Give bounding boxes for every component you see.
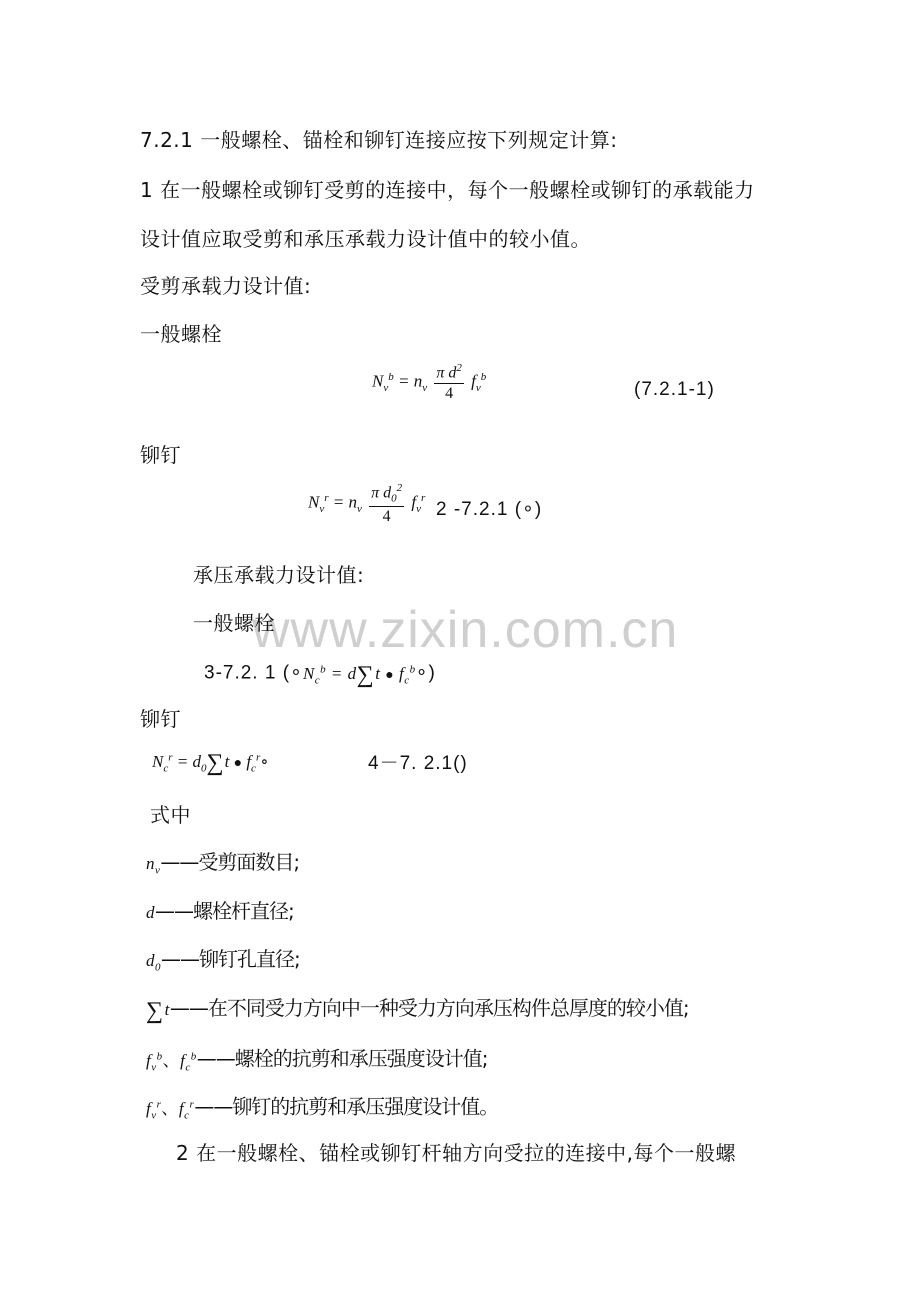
equation-label: 2 -7.2.1 (∘): [436, 499, 543, 520]
equation-label: 3-7.2. 1 (∘: [204, 662, 303, 684]
subheading: 承压承载力设计值:: [193, 563, 365, 587]
definition-nv: $n_v——$受剪面数目;: [146, 850, 300, 877]
paragraph-line: 1 在一般螺栓或铆钉受剪的连接中，每个一般螺栓或铆钉的承载能力: [140, 178, 755, 202]
equation-rivet-shear: $N_v^r = n_v$ $\frac{\pi d_0^2}{4}$ $f_v^r$: [308, 482, 426, 525]
watermark: www.zixin.com.cn: [252, 601, 679, 659]
equation-bolt-shear: $N_v^b = n_v$ $\frac{\pi d^2}{4}$ $f_v^b$: [372, 362, 487, 403]
definition-sum-t: ∑t——在不同受力方向中一种受力方向承压构件总厚度的较小值;: [146, 996, 689, 1024]
definition-d: d——螺栓杆直径;: [146, 899, 294, 923]
definition-fb: $f_v^b$、$f_c^b——$螺栓的抗剪和承压强度设计值;: [146, 1046, 488, 1074]
subheading: 铆钉: [140, 443, 181, 467]
subheading: 铆钉: [140, 707, 181, 731]
equation-label: (7.2.1-1): [634, 379, 715, 400]
subheading: 式中: [150, 803, 191, 827]
subheading: 一般螺栓: [193, 611, 275, 635]
paragraph-line: 设计值应取受剪和承压承载力设计值中的较小值。: [140, 227, 591, 251]
equation-label-end: ∘): [415, 662, 436, 684]
equation-rivet-bearing: $N_c^r = d_0\sum t$ ● $f_c^r\circ$: [152, 750, 269, 776]
equation-label: 4－7. 2.1(): [368, 753, 468, 774]
equation-body: $N_c^b = d\sum t$ ● $f_c^b$: [302, 661, 416, 688]
definition-d0: $d_0——$铆钉孔直径;: [146, 947, 300, 974]
definition-fr: $f_v^r$、$f_c^r——$铆钉的抗剪和承压强度设计值。: [146, 1094, 499, 1122]
section-heading: 7.2.1 一般螺栓、锚栓和铆钉连接应按下列规定计算:: [140, 128, 618, 152]
subheading: 一般螺栓: [140, 322, 222, 346]
paragraph-line: 2 在一般螺栓、锚栓或铆钉杆轴方向受拉的连接中,每个一般螺: [176, 1141, 736, 1165]
subheading: 受剪承载力设计值:: [140, 274, 312, 298]
equation-bolt-bearing: [204, 655, 436, 694]
